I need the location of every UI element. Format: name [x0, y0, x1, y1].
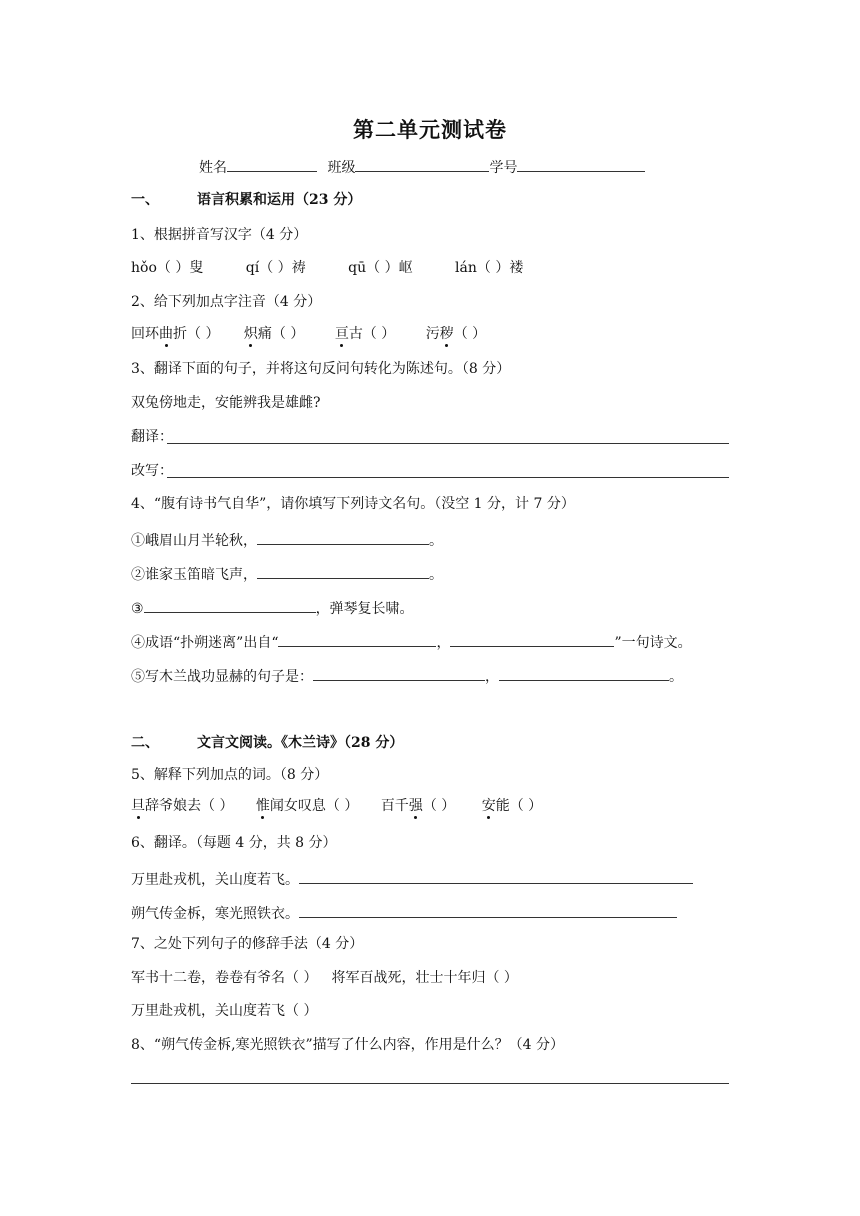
q4-blank[interactable]	[257, 564, 429, 579]
q3-sentence: 双兔傍地走，安能辨我是雄雌?	[131, 395, 321, 411]
q4-line4: ④成语“扑朔迷离”出自“ ， ”一句诗文。	[131, 632, 692, 652]
q2-items	[131, 325, 486, 343]
class-label: 班级	[327, 160, 356, 176]
q3-rewrite-line[interactable]	[167, 477, 729, 478]
section2-title: 文言文阅读。《木兰诗》（28 分）	[197, 735, 404, 751]
q4-blank[interactable]	[278, 632, 436, 647]
q2-item: 回环曲折（ ）	[131, 326, 220, 342]
q8-label: 8、“朔气传金柝,寒光照铁衣”描写了什么内容，作用是什么？（4 分）	[131, 1037, 565, 1053]
q3-translate-label: 翻译：	[131, 429, 173, 445]
q6-sentence1: 万里赴戎机，关山度若飞。	[131, 869, 693, 889]
q1-item: qí（ ）祷	[245, 260, 306, 276]
section1-number: 一、	[131, 192, 159, 208]
q5-items	[131, 797, 542, 815]
q6-label: 6、翻译。（每题 4 分，共 8 分）	[131, 835, 337, 851]
q1-item: lán（ ）褛	[455, 260, 524, 276]
q4-line2: ②谁家玉笛暗飞声， 。	[131, 564, 443, 584]
page-title: 第二单元测试卷	[353, 117, 507, 142]
q4-line5: ⑤写木兰战功显赫的句子是： ， 。	[131, 666, 683, 686]
q2-item: 污秽（ ）	[425, 326, 487, 342]
section1-title: 语言积累和运用（23 分）	[197, 192, 362, 208]
q4-blank[interactable]	[450, 632, 614, 647]
q7-row1: 军书十二卷，卷卷有爷名（ ） 将军百战死，壮士十年归（ ）	[131, 970, 518, 986]
name-field[interactable]	[227, 157, 317, 172]
q6-answer-line[interactable]	[299, 903, 677, 918]
q4-blank[interactable]	[313, 666, 485, 681]
q5-item: 百千强（ ）	[380, 798, 456, 814]
q2-item: 亘古（ ）	[334, 326, 396, 342]
q4-label: 4、“腹有诗书气自华”，请你填写下列诗文名句。（没空 1 分，计 7 分）	[131, 496, 575, 512]
name-label: 姓名	[199, 160, 227, 176]
q4-line1: ①峨眉山月半轮秋， 。	[131, 530, 443, 550]
q5-item: 旦辞爷娘去（ ）	[131, 798, 234, 814]
q7-row2: 万里赴戎机，关山度若飞（ ）	[131, 1003, 318, 1019]
id-label: 学号	[489, 160, 518, 176]
q8-answer-line[interactable]	[131, 1083, 729, 1084]
q1-item: hǒo（ ）叟	[131, 260, 204, 276]
q1-item: qū（ ）岖	[348, 260, 413, 276]
q4-blank[interactable]	[257, 530, 429, 545]
section1-heading	[131, 191, 361, 209]
section2-heading	[131, 734, 403, 752]
q2-label: 2、给下列加点字注音（4 分）	[131, 294, 322, 310]
q5-item: 安能（ ）	[481, 798, 543, 814]
q3-label: 3、翻译下面的句子，并将这句反问句转化为陈述句。（8 分）	[131, 361, 511, 377]
q2-item: 炽痛（ ）	[243, 326, 305, 342]
q3-rewrite-label: 改写：	[131, 463, 173, 479]
q5-label: 5、解释下列加点的词。（8 分）	[131, 767, 329, 783]
q3-translate-line[interactable]	[167, 443, 729, 444]
q4-blank[interactable]	[499, 666, 669, 681]
q5-item: 惟闻女叹息（ ）	[255, 798, 359, 814]
section2-number: 二、	[131, 735, 159, 751]
q6-answer-line[interactable]	[299, 869, 693, 884]
q1-items	[131, 259, 523, 277]
q7-label: 7、之处下列句子的修辞手法（4 分）	[131, 936, 364, 952]
q6-sentence2: 朔气传金柝，寒光照铁衣。	[131, 903, 677, 923]
class-field[interactable]	[355, 157, 489, 172]
q1-label: 1、根据拼音写汉字（4 分）	[131, 227, 308, 243]
q4-line3: ③ ，弹琴复长啸。	[131, 598, 414, 618]
q4-blank[interactable]	[144, 598, 316, 613]
student-info-row	[199, 157, 645, 177]
id-field[interactable]	[517, 157, 645, 172]
